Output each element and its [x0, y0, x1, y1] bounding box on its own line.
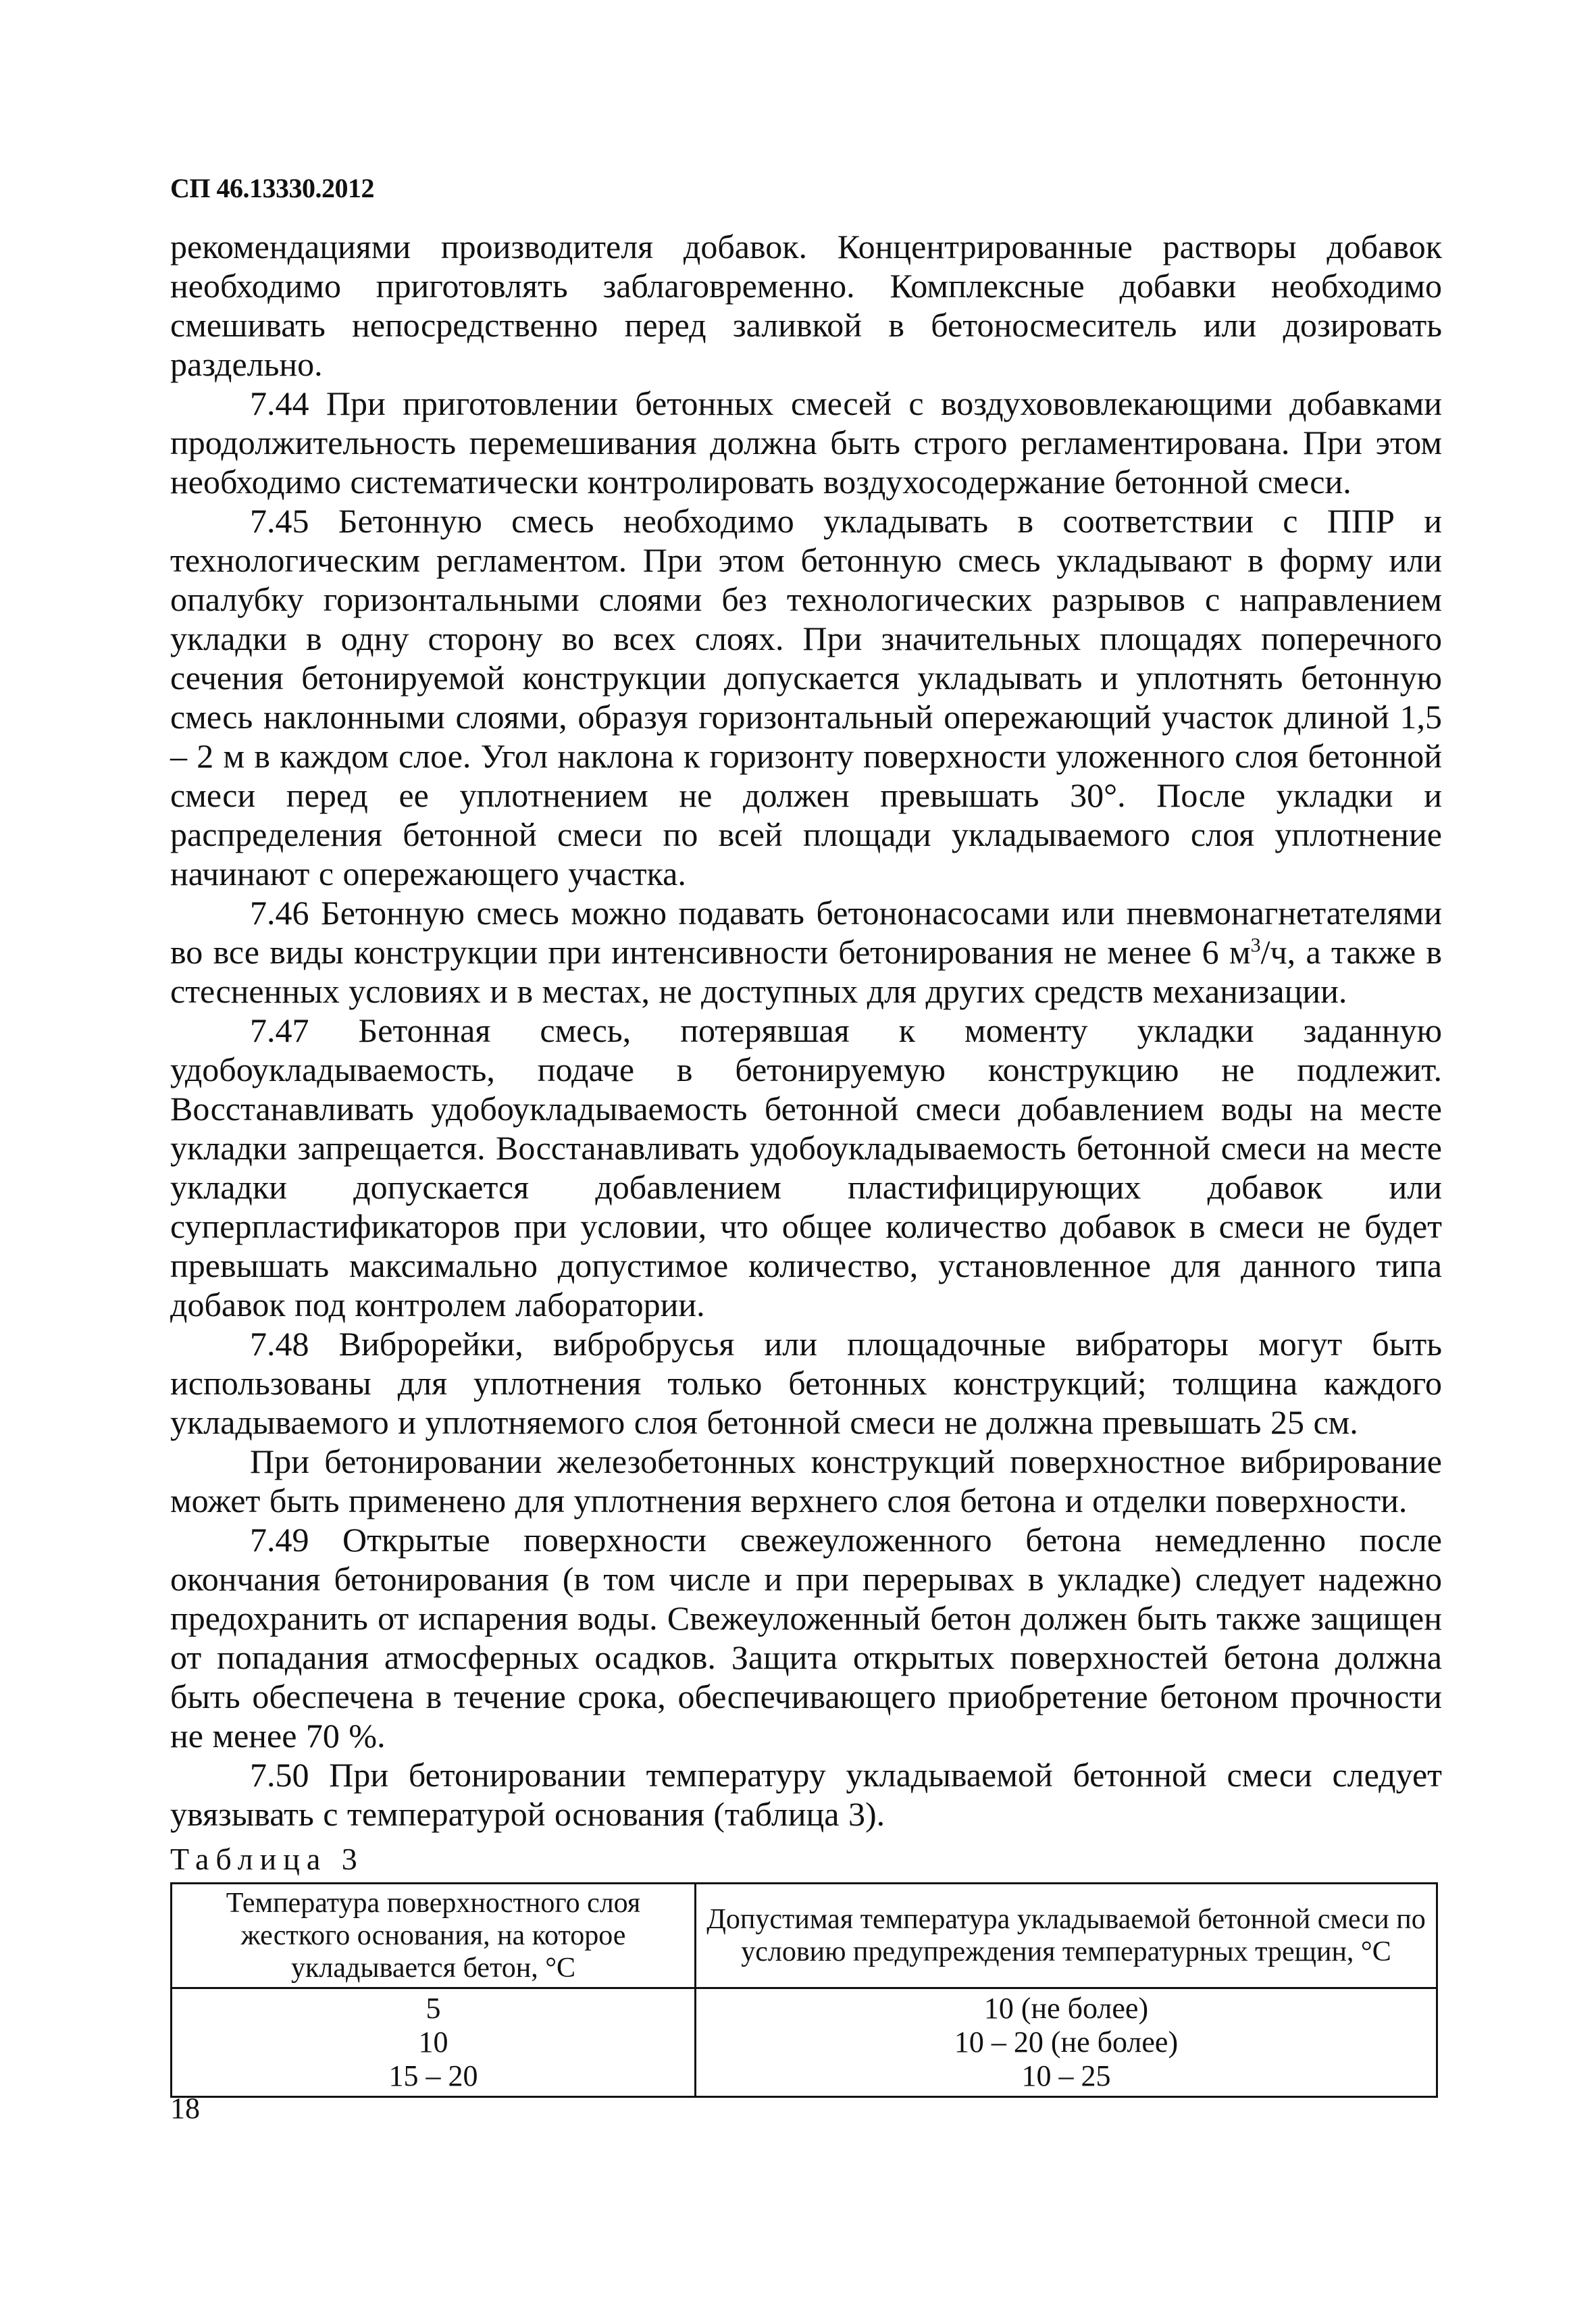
table-cell: 15 – 20: [172, 2059, 696, 2097]
table-cell: 5: [172, 1988, 696, 2026]
table-row: [172, 1988, 1437, 2026]
document-code-header: СП 46.13330.2012: [170, 173, 374, 203]
table-header-base-temperature: Температура поверхностного слоя жесткого основания, на которое укладывается бетон, °С: [172, 1884, 696, 1988]
cubic-superscript: 3: [1250, 934, 1261, 957]
table-cell: 10 – 20 (не более): [696, 2026, 1437, 2059]
paragraph-continuation: рекомендациями производителя добавок. Концентрированные растворы добавок необходимо приготовлять заблаговременно. Комплексные добавки необходимо смешивать непосредственно перед заливкой в бетоносмеситель или дозировать раздельно.: [170, 228, 1442, 383]
table-cell: 10 (не более): [696, 1988, 1437, 2026]
table-cell: 10: [172, 2026, 696, 2059]
document-body: [170, 227, 1442, 2098]
paragraph-7-46-text-after: /ч, а также в стесненных условиях и в местах, не доступных для других средств механизации.: [170, 933, 1442, 1010]
paragraph-7-45: 7.45 Бетонную смесь необходимо укладывать в соответствии с ППР и технологическим регламентом. При этом бетонную смесь укладывают в форму или опалубку горизонтальными слоями без технологических разрывов с направлением укладки в одну сторону во всех слоях. При значительных площадях поперечного сечения бетонируемой конструкции допускается укладывать и уплотнять бетонную смесь наклонными слоями, образуя горизонтальный опережающий участок длиной 1,5 – 2 м в каждом слое. Угол наклона к горизонту поверхности уложенного слоя бетонной смеси перед ее уплотнением не должен превышать 30°. После укладки и распределения бетонной смеси по всей площади укладываемого слоя уплотнение начинают с опережающего участка.: [170, 502, 1442, 892]
table-row: [172, 2026, 1437, 2059]
paragraph-7-49: 7.49 Открытые поверхности свежеуложенного бетона немедленно после окончания бетонирования (в том числе и при перерывах в укладке) следует надежно предохранить от испарения воды. Свежеуложенный бетон должен быть также защищен от попадания атмосферных осадков. Защита открытых поверхностей бетона должна быть обеспечена в течение срока, обеспечивающего приобретение бетоном прочности не менее 70 %.: [170, 1521, 1442, 1755]
paragraph-7-47: 7.47 Бетонная смесь, потерявшая к моменту укладки заданную удобоукладываемость, подаче в бетонируемую конструкцию не подлежит. Восстанавливать удобоукладываемость бетонной смеси добавлением воды на месте укладки запрещается. Восстанавливать удобоукладываемость бетонной смеси на месте укладки допускается добавлением пластифицирующих добавок или суперпластификаторов при условии, что общее количество добавок в смеси не будет превышать максимально допустимое количество, установленное для данного типа добавок под контролем лаборатории.: [170, 1011, 1442, 1324]
table-header-mix-temperature: Допустимая температура укладываемой бетонной смеси по условию предупреждения температурных трещин, °С: [696, 1884, 1437, 1988]
paragraph-7-46: [170, 893, 1442, 1011]
temperature-table: [170, 1882, 1438, 2098]
paragraph-7-46-text-before: 7.46 Бетонную смесь можно подавать бетононасосами или пневмонагнетателями во все виды конструкции при интенсивности бетонирования не менее 6 м: [170, 894, 1442, 971]
table-cell: 10 – 25: [696, 2059, 1437, 2097]
paragraph-7-48: 7.48 Виброрейки, вибробрусья или площадочные вибраторы могут быть использованы для уплотнения только бетонных конструкций; толщина каждого укладываемого и уплотняемого слоя бетонной смеси не должна превышать 25 см.: [170, 1325, 1442, 1441]
table-caption: Таблица 3: [170, 1842, 364, 1876]
table-header-row: [172, 1884, 1437, 1988]
paragraph-7-48-continued: При бетонировании железобетонных конструкций поверхностное вибрирование может быть применено для уплотнения верхнего слоя бетона и отделки поверхности.: [170, 1442, 1442, 1519]
table-row: [172, 2059, 1437, 2097]
paragraph-7-44: 7.44 При приготовлении бетонных смесей с воздухововлекающими добавками продолжительность перемешивания должна быть строго регламентирована. При этом необходимо систематически контролировать воздухосодержание бетонной смеси.: [170, 384, 1442, 501]
page-number: 18: [170, 2092, 200, 2125]
paragraph-7-50: 7.50 При бетонировании температуру укладываемой бетонной смеси следует увязывать с температурой основания (таблица 3).: [170, 1756, 1442, 1833]
